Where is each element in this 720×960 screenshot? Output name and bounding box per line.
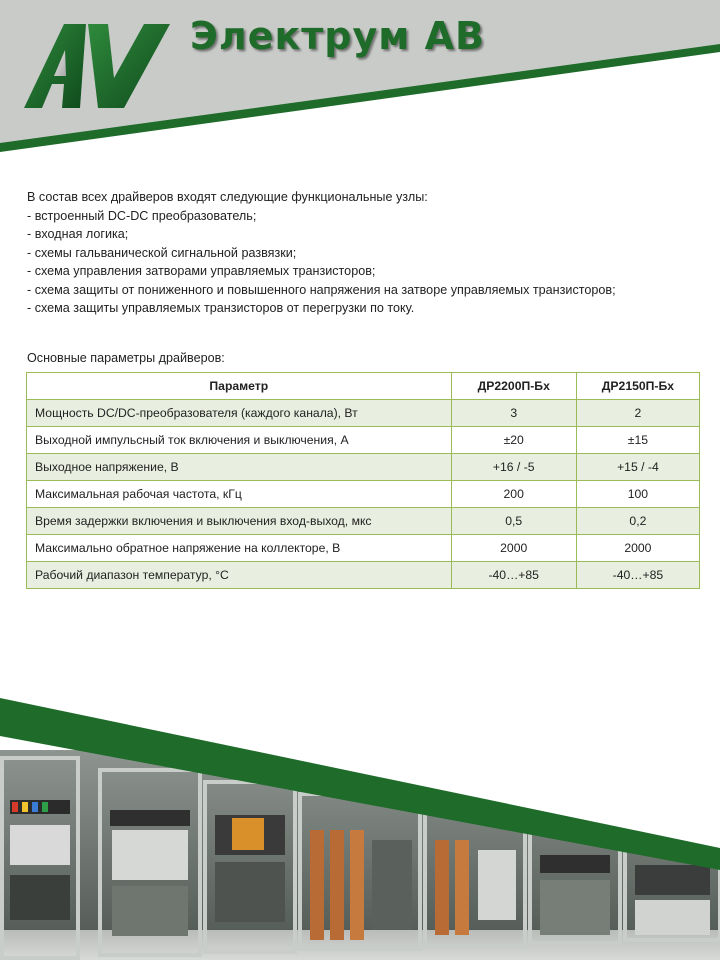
header-parameter: Параметр xyxy=(27,373,452,400)
param-value: +16 / -5 xyxy=(451,454,576,481)
table-row xyxy=(27,535,700,562)
intro-line: - встроенный DC-DC преобразователь; xyxy=(27,208,257,223)
table-row xyxy=(27,400,700,427)
parameters-table xyxy=(26,372,700,589)
param-value: -40…+85 xyxy=(451,562,576,589)
table-header-row xyxy=(27,373,700,400)
table-row xyxy=(27,481,700,508)
param-value: 2 xyxy=(576,400,699,427)
param-value: ±15 xyxy=(576,427,699,454)
param-value: 100 xyxy=(576,481,699,508)
param-value: ±20 xyxy=(451,427,576,454)
param-name: Время задержки включения и выключения вход-выход, мкс xyxy=(27,508,452,535)
param-name: Мощность DC/DC-преобразователя (каждого канала), Вт xyxy=(27,400,452,427)
intro-line: - схемы гальванической сигнальной развязки; xyxy=(27,245,297,260)
intro-text xyxy=(27,188,697,318)
param-name: Выходное напряжение, В xyxy=(27,454,452,481)
table-row xyxy=(27,454,700,481)
param-value: 2000 xyxy=(576,535,699,562)
param-value: 200 xyxy=(451,481,576,508)
table-row xyxy=(27,508,700,535)
intro-line: - схема управления затворами управляемых транзисторов; xyxy=(27,264,376,278)
table-row xyxy=(27,562,700,589)
table-caption: Основные параметры драйверов: xyxy=(27,351,225,365)
param-value: 3 xyxy=(451,400,576,427)
param-value: 2000 xyxy=(451,535,576,562)
param-value: 0,2 xyxy=(576,508,699,535)
intro-line: - входная логика; xyxy=(27,227,129,241)
param-name: Рабочий диапазон температур, °С xyxy=(27,562,452,589)
brand-title: Электрум АВ xyxy=(190,14,485,58)
intro-line: В состав всех драйверов входят следующие функциональные узлы: xyxy=(27,190,428,204)
header-model-2200: ДР2200П-Бх xyxy=(451,373,576,400)
intro-line: - схема защиты управляемых транзисторов от перегрузки по току. xyxy=(27,301,415,315)
param-value: -40…+85 xyxy=(576,562,699,589)
company-logo xyxy=(24,24,174,110)
switchgear-photo xyxy=(0,690,720,960)
param-name: Максимально обратное напряжение на коллекторе, В xyxy=(27,535,452,562)
intro-line: - схема защиты от пониженного и повышенного напряжения на затворе управляемых транзисторов; xyxy=(27,282,616,297)
table-row xyxy=(27,427,700,454)
param-name: Выходной импульсный ток включения и выключения, А xyxy=(27,427,452,454)
header-model-2150: ДР2150П-Бх xyxy=(576,373,699,400)
param-value: +15 / -4 xyxy=(576,454,699,481)
param-name: Максимальная рабочая частота, кГц xyxy=(27,481,452,508)
param-value: 0,5 xyxy=(451,508,576,535)
